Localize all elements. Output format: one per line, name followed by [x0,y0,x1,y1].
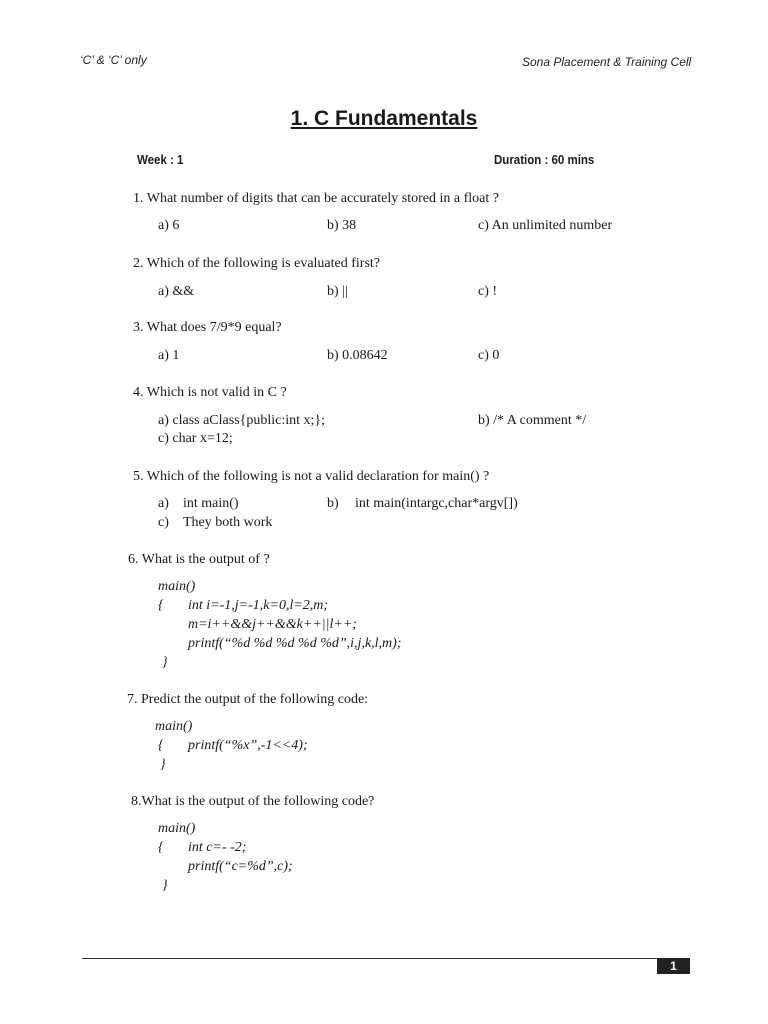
header-right-text: Sona Placement & Training Cell [522,55,692,69]
question-text: 7. Predict the output of the following code: [127,692,369,707]
week-label: Week : 1 [137,153,184,167]
option-a-letter: a) [158,496,169,511]
code-line: main() [155,719,193,734]
code-line: } [160,757,166,772]
code-line: main() [158,579,196,594]
option-c: They both work [183,515,273,530]
code-line: m=i++&&j++&&k++||l++; [188,617,357,632]
code-line: { [158,738,164,753]
code-line: printf(“%d %d %d %d %d”,i,j,k,l,m); [188,636,402,651]
page-title: 1. C Fundamentals [290,107,478,130]
option-a: a) && [158,284,195,299]
header-left-text: ‘C’ & ‘C’ only [80,53,147,67]
code-line: { [158,598,164,613]
option-a: a) class aClass{public:int x;}; [158,413,326,428]
option-b: b) 0.08642 [327,348,388,363]
option-c: c) An unlimited number [478,218,613,233]
footer-rule [82,958,690,959]
question-text: 8.What is the output of the following code? [131,794,375,809]
option-b: int main(intargc,char*argv[]) [355,496,518,511]
question-text: 6. What is the output of ? [128,552,270,567]
page-number: 1 [657,958,690,974]
code-line: { [158,840,164,855]
option-b: b) /* A comment */ [478,413,587,428]
option-c: c) char x=12; [158,431,233,446]
option-b: b) 38 [327,218,357,233]
code-line: int c=- -2; [188,840,247,855]
option-b-letter: b) [327,496,339,511]
duration-label: Duration : 60 mins [494,153,595,167]
option-a: int main() [183,496,239,511]
option-a: a) 1 [158,348,180,363]
question-text: 1. What number of digits that can be accurately stored in a float ? [133,191,499,206]
code-line: } [162,878,168,893]
code-line: printf(“c=%d”,c); [188,859,293,874]
option-c: c) ! [478,284,498,299]
question-text: 5. Which of the following is not a valid declaration for main() ? [133,469,490,484]
code-line: main() [158,821,196,836]
code-line: printf(“%x”,-1<<4); [188,738,308,753]
question-text: 3. What does 7/9*9 equal? [133,320,282,335]
option-b: b) || [327,284,348,299]
code-line: int i=-1,j=-1,k=0,l=2,m; [188,598,329,613]
option-a: a) 6 [158,218,180,233]
question-text: 4. Which is not valid in C ? [133,385,287,400]
option-c-letter: c) [158,515,169,530]
question-text: 2. Which of the following is evaluated first? [133,256,381,271]
option-c: c) 0 [478,348,500,363]
code-line: } [162,655,168,670]
